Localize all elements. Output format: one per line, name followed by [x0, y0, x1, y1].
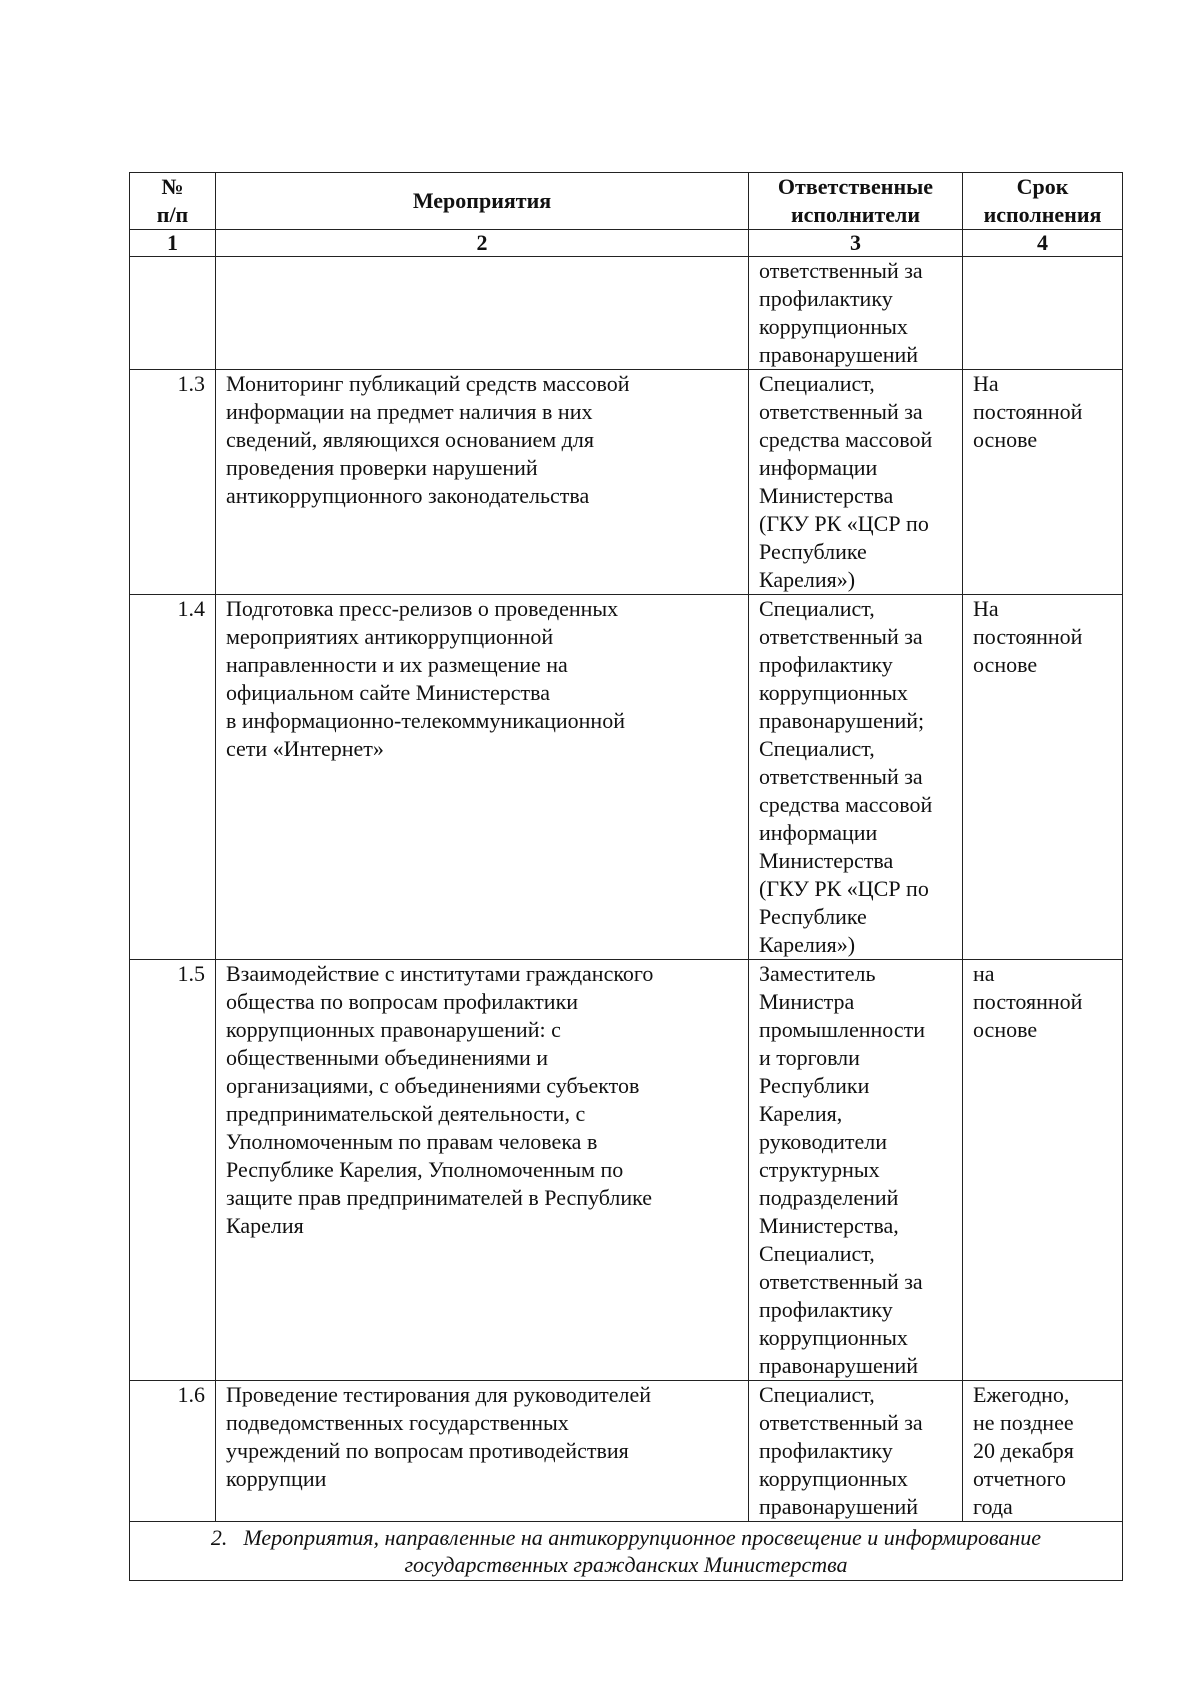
measures-table: [129, 172, 1123, 1581]
section-title: Мероприятия, направленные на антикоррупционное просвещение и информирование государственных гражданских Министерства: [243, 1525, 1042, 1577]
table-row: [130, 960, 1123, 1381]
row-number: 1.5: [130, 960, 216, 1381]
table-row: [130, 370, 1123, 595]
header-deadline: Срок исполнения: [963, 173, 1123, 230]
row-number: 1.6: [130, 1381, 216, 1522]
table-row: [130, 595, 1123, 960]
row-responsible: Специалист, ответственный за профилактику коррупционных правонарушений; Специалист, ответственный за средства массовой информации Министерства (ГКУ РК «ЦСР по Республике Карелия»): [749, 595, 963, 960]
column-number-row: [130, 230, 1123, 257]
table-header-row: [130, 173, 1123, 230]
column-number-2: 2: [216, 230, 749, 257]
row-number: 1.3: [130, 370, 216, 595]
row-deadline: На постоянной основе: [963, 595, 1123, 960]
row-activity: Проведение тестирования для руководителей подведомственных государственных учреждений по вопросам противодействия коррупции: [216, 1381, 749, 1522]
row-activity: [216, 257, 749, 370]
row-responsible: ответственный за профилактику коррупционных правонарушений: [749, 257, 963, 370]
row-responsible: Специалист, ответственный за профилактику коррупционных правонарушений: [749, 1381, 963, 1522]
row-number: [130, 257, 216, 370]
row-deadline: [963, 257, 1123, 370]
row-number: 1.4: [130, 595, 216, 960]
table-row: [130, 1381, 1123, 1522]
column-number-3: 3: [749, 230, 963, 257]
row-responsible: Специалист, ответственный за средства массовой информации Министерства (ГКУ РК «ЦСР по Республике Карелия»): [749, 370, 963, 595]
row-activity: Подготовка пресс-релизов о проведенных мероприятиях антикоррупционной направленности и их размещение на официальном сайте Министерства в информационно-телекоммуникационной сети «Интернет»: [216, 595, 749, 960]
row-responsible: Заместитель Министра промышленности и торговли Республики Карелия, руководители структурных подразделений Министерства, Специалист, ответственный за профилактику коррупционных правонарушений: [749, 960, 963, 1381]
section-number: 2.: [210, 1525, 228, 1550]
section-heading: [130, 1522, 1123, 1581]
column-number-1: 1: [130, 230, 216, 257]
row-deadline: Ежегодно, не позднее 20 декабря отчетного года: [963, 1381, 1123, 1522]
column-number-4: 4: [963, 230, 1123, 257]
section-heading-row: [130, 1522, 1123, 1581]
row-deadline: На постоянной основе: [963, 370, 1123, 595]
row-activity: Мониторинг публикаций средств массовой информации на предмет наличия в них сведений, являющихся основанием для проведения проверки нарушений антикоррупционного законодательства: [216, 370, 749, 595]
row-deadline: на постоянной основе: [963, 960, 1123, 1381]
header-activities: Мероприятия: [216, 173, 749, 230]
header-responsible: Ответственные исполнители: [749, 173, 963, 230]
header-number: № п/п: [130, 173, 216, 230]
row-activity: Взаимодействие с институтами гражданского общества по вопросам профилактики коррупционных правонарушений: с общественными объединениями и организациями, с объединениями субъектов предпринимательской деятельности, с Уполномоченным по правам человека в Республике Карелия, Уполномоченным по защите прав предпринимателей в Республике Карелия: [216, 960, 749, 1381]
table-row-continuation: [130, 257, 1123, 370]
